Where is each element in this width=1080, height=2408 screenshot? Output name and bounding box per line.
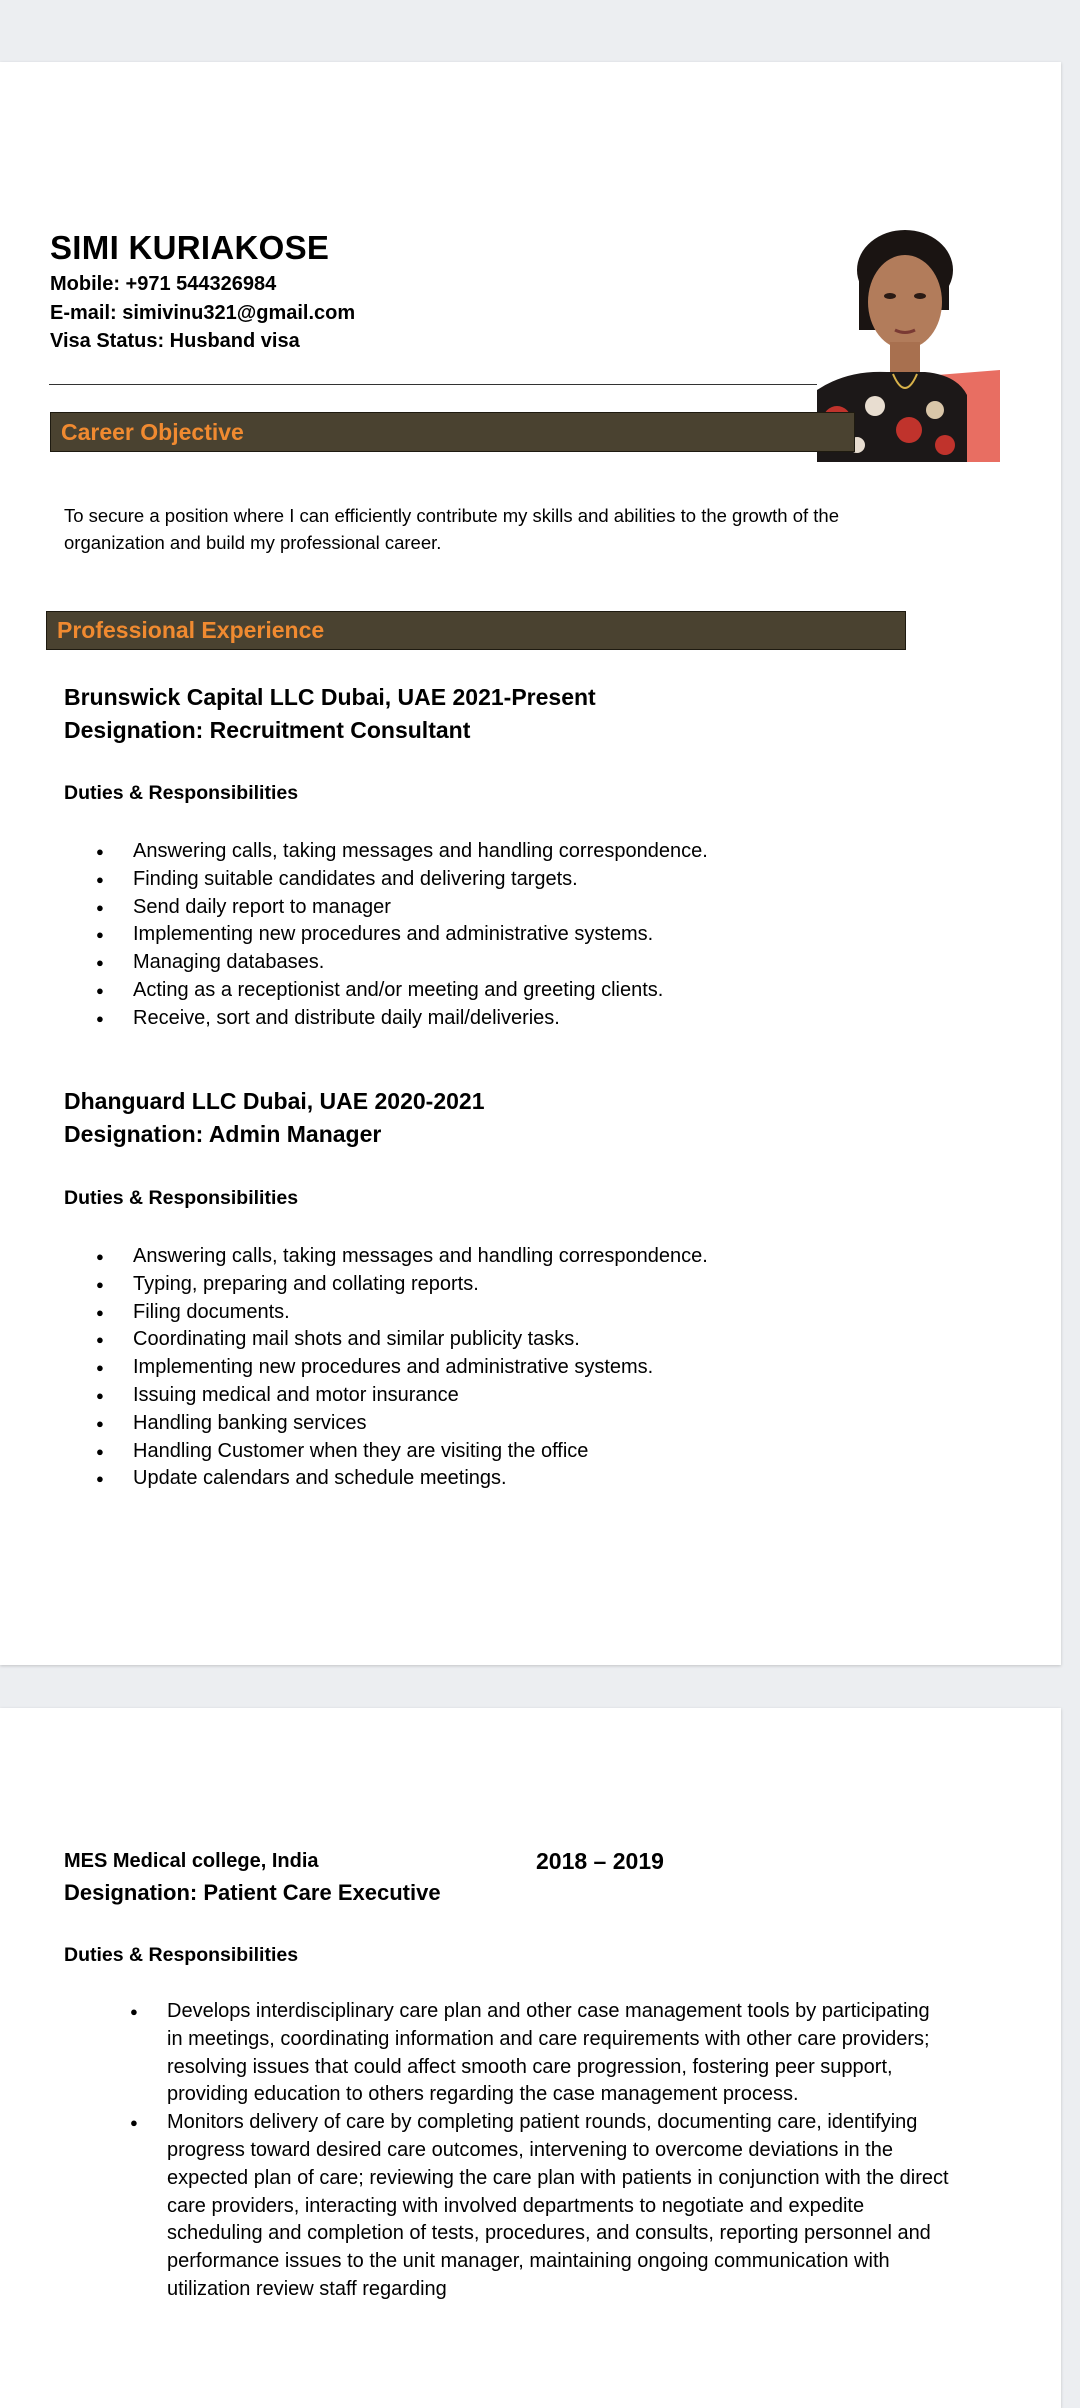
list-item: ● Managing databases. — [96, 949, 708, 977]
job-2-designation: Designation: Admin Manager — [64, 1121, 382, 1147]
mobile-line: Mobile: +971 544326984 — [50, 273, 277, 295]
job-3-designation: Designation: Patient Care Executive — [64, 1880, 441, 1905]
list-item: ● Develops interdisciplinary care plan and other case management tools by participating in meetings, coordinating information and care requirements with other care providers; resolving issues that could affect smooth care progression, fostering peer support, providing education to others regarding the case management process. — [130, 1998, 950, 2109]
job-3-duties-heading: Duties & Responsibilities — [64, 1944, 299, 1966]
job-2-duties-heading: Duties & Responsibilities — [64, 1187, 299, 1209]
header-divider — [49, 384, 819, 385]
resume-page-2 — [0, 1708, 1061, 2408]
job-3-years: 2018 – 2019 — [536, 1848, 664, 1874]
career-objective-text: To secure a position where I can efficiently contribute my skills and abilities to the growth of the organization and build my professional career. — [64, 505, 840, 553]
professional-experience-heading: Professional Experience — [46, 611, 906, 650]
list-item: ● Filing documents. — [96, 1299, 708, 1327]
list-item: ● Send daily report to manager — [96, 894, 708, 922]
list-item: ● Finding suitable candidates and delivering targets. — [96, 866, 708, 894]
list-item: ● Handling Customer when they are visiting the office — [96, 1438, 708, 1466]
list-item: ● Coordinating mail shots and similar publicity tasks. — [96, 1326, 708, 1354]
list-item: ● Issuing medical and motor insurance — [96, 1382, 708, 1410]
job-1-duties-heading: Duties & Responsibilities — [64, 782, 299, 804]
list-item: ● Update calendars and schedule meetings. — [96, 1465, 708, 1493]
job-3-company: MES Medical college, India — [64, 1850, 319, 1872]
job-3-duties-list — [130, 1998, 950, 2304]
list-item: ● Handling banking services — [96, 1410, 708, 1438]
list-item: ● Acting as a receptionist and/or meeting and greeting clients. — [96, 977, 708, 1005]
resume-page-1 — [0, 62, 1061, 1665]
job-2-duties-list — [96, 1243, 708, 1493]
list-item: ● Receive, sort and distribute daily mail/deliveries. — [96, 1005, 708, 1033]
candidate-name: SIMI KURIAKOSE — [50, 229, 330, 266]
list-item: ● Answering calls, taking messages and handling correspondence. — [96, 838, 708, 866]
job-1-designation: Designation: Recruitment Consultant — [64, 717, 471, 743]
list-item: ● Monitors delivery of care by completing patient rounds, documenting care, identifying progress toward desired care outcomes, intervening to overcome deviations in the expected plan of care; reviewing the care plan with patients in conjunction with the direct care providers, interacting with involved departments to negotiate and expedite scheduling and completion of tests, procedures, and consults, reporting personnel and performance issues to the unit manager, maintaining ongoing communication with utilization review staff regarding — [130, 2109, 950, 2304]
list-item: ● Implementing new procedures and administrative systems. — [96, 1354, 708, 1382]
list-item: ● Answering calls, taking messages and handling correspondence. — [96, 1243, 708, 1271]
visa-line: Visa Status: Husband visa — [50, 330, 300, 352]
email-line: E-mail: simivinu321@gmail.com — [50, 302, 356, 324]
list-item: ● Implementing new procedures and administrative systems. — [96, 921, 708, 949]
career-objective-heading: Career Objective — [50, 412, 855, 452]
list-item: ● Typing, preparing and collating reports. — [96, 1271, 708, 1299]
job-1-company: Brunswick Capital LLC Dubai, UAE 2021-Present — [64, 684, 596, 710]
job-1-duties-list — [96, 838, 708, 1033]
job-2-company: Dhanguard LLC Dubai, UAE 2020-2021 — [64, 1088, 485, 1114]
